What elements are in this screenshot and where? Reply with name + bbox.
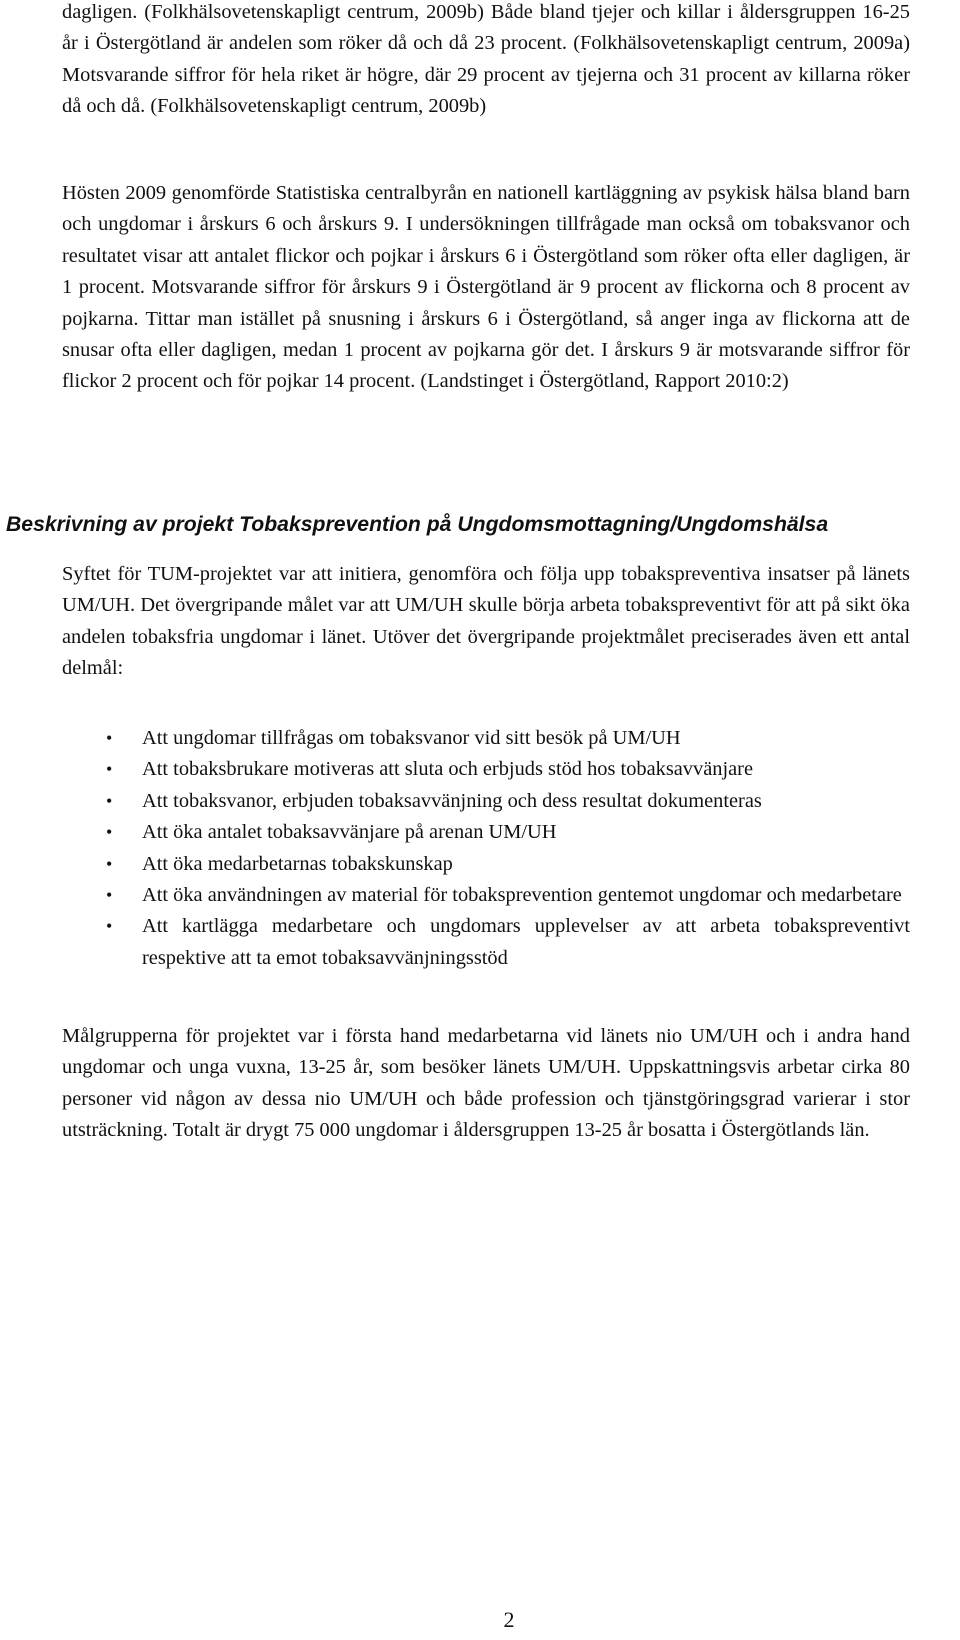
list-item xyxy=(62,880,910,911)
list-item xyxy=(62,849,910,880)
bullet-icon: • xyxy=(106,885,113,906)
bullet-icon: • xyxy=(106,853,113,874)
list-item xyxy=(62,723,910,754)
goal-text: Att kartlägga medarbetare och ungdomars upplevelser av att arbeta tobakspreventivt respektive att ta emot tobaksavvänjningsstöd xyxy=(142,915,910,969)
list-item xyxy=(62,911,910,974)
goal-text: Att öka användningen av material för tobaksprevention gentemot ungdomar och medarbetare xyxy=(142,884,902,907)
goal-text: Att öka antalet tobaksavvänjare på arenan UM/UH xyxy=(142,821,557,844)
goal-text: Att tobaksvanor, erbjuden tobaksavvänjning och dess resultat dokumenteras xyxy=(142,789,762,812)
goal-text: Att tobaksbrukare motiveras att sluta och erbjuds stöd hos tobaksavvänjare xyxy=(142,758,754,781)
goal-text: Att ungdomar tillfrågas om tobaksvanor vid sitt besök på UM/UH xyxy=(142,727,681,749)
bullet-icon: • xyxy=(106,759,113,780)
bullet-icon: • xyxy=(106,822,113,843)
list-item xyxy=(62,817,910,848)
goal-text: Att öka medarbetarnas tobakskunskap xyxy=(142,852,453,875)
list-item xyxy=(62,754,910,785)
bullet-icon: • xyxy=(106,728,113,748)
survey-paragraph: Hösten 2009 genomförde Statistiska centralbyrån en nationell kartläggning av psykisk hälsa bland barn och ungdomar i årskurs 6 och årskurs 9. I undersökningen tillfrågade man också om tobaksvanor och resultatet visar att antalet flickor och pojkar i årskurs 6 i Östergötland som röker ofta eller dagligen, är 1 procent. Motsvarande siffror för årskurs 9 i Östergötland är 9 procent av flickorna och 8 procent av pojkarna. Tittar man istället på snusning i årskurs 6 i Östergötland, så anger inga av flickorna att de snusar ofta eller dagligen, medan 1 procent av pojkarna gör det. I årskurs 9 är motsvarande siffror för flickor 2 procent och för pojkar 14 procent. (Landstinget i Östergötland, Rapport 2010:2) xyxy=(62,182,910,393)
bullet-icon: • xyxy=(106,916,113,937)
goal-list xyxy=(62,723,910,974)
bullet-icon: • xyxy=(106,790,113,811)
page-number: 2 xyxy=(503,1607,515,1632)
target-groups-paragraph: Målgrupperna för projektet var i första hand medarbetarna vid länets nio UM/UH och i andra hand ungdomar och unga vuxna, 13-25 år, som besöker länets UM/UH. Uppskattningsvis arbetar cirka 80 personer vid någon av dessa nio UM/UH och både profession och tjänstgöringsgrad varierar i stor utsträckning. Totalt är drygt 75 000 ungdomar i åldersgruppen 13-25 år bosatta i Östergötlands län. xyxy=(62,1025,910,1142)
list-item xyxy=(62,786,910,817)
intro-paragraph: dagligen. (Folkhälsovetenskapligt centrum, 2009b) Både bland tjejer och killar i åldersgruppen 16-25 år i Östergötland är andelen som röker då och då 23 procent. (Folkhälsovetenskapligt centrum, 2009a) Motsvarande siffror för hela riket är högre, där 29 procent av tjejerna och 31 procent av killarna röker då och då. (Folkhälsovetenskapligt centrum, 2009b) xyxy=(62,1,910,118)
section-heading: Beskrivning av projekt Tobaksprevention på Ungdomsmottagning/Ungdomshälsa xyxy=(6,513,829,536)
purpose-paragraph: Syftet för TUM-projektet var att initiera, genomföra och följa upp tobakspreventiva insatser på länets UM/UH. Det övergripande målet var att UM/UH skulle börja arbeta tobakspreventivt för att på sikt öka andelen tobaksfria ungdomar i länet. Utöver det övergripande projektmålet preciserades även ett antal delmål: xyxy=(62,563,910,680)
